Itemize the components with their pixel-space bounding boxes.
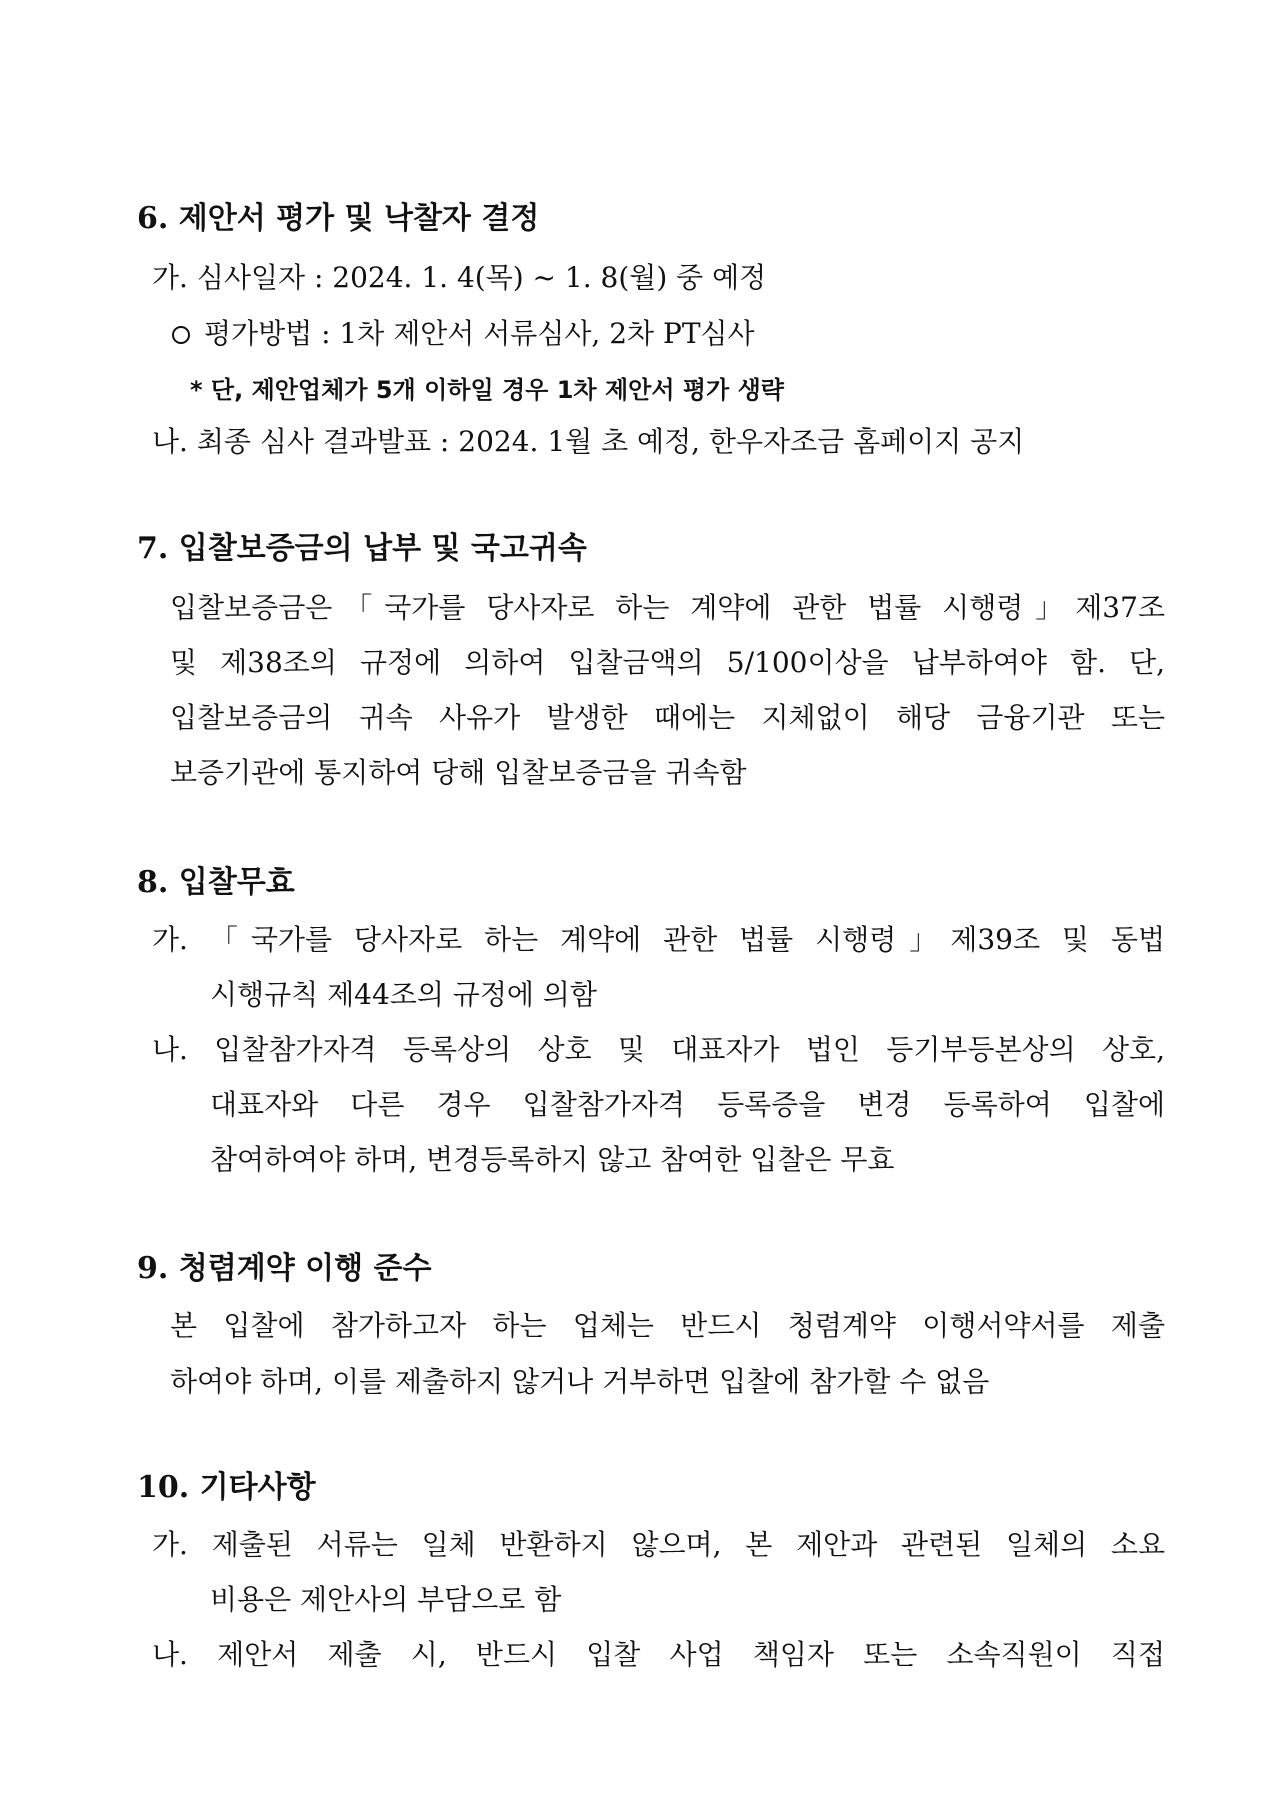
hollow-circle-bullet-icon bbox=[172, 326, 190, 344]
section-7-line-1: 입찰보증금은「국가를 당사자로 하는 계약에 관한 법률 시행령」제37조 bbox=[170, 591, 1165, 624]
section-9-line-1: 본 입찰에 참가하고자 하는 업체는 반드시 청렴계약 이행서약서를 제출 bbox=[170, 1309, 1165, 1342]
section-8-item-b-line-1: 나. 입찰참가자격 등록상의 상호 및 대표자가 법인 등기부등본상의 상호, bbox=[152, 1033, 1165, 1066]
section-10-item-b-line-1: 나. 제안서 제출 시, 반드시 입찰 사업 책임자 또는 소속직원이 직접 bbox=[152, 1638, 1165, 1671]
section-8-item-a-line-2: 시행규칙 제44조의 규정에 의함 bbox=[210, 978, 597, 1011]
section-7-line-3: 입찰보증금의 귀속 사유가 발생한 때에는 지체없이 해당 금융기관 또는 bbox=[170, 701, 1165, 734]
section-6-heading: 6. 제안서 평가 및 낙찰자 결정 bbox=[137, 201, 540, 236]
section-6-note: * 단, 제안업체가 5개 이하일 경우 1차 제안서 평가 생략 bbox=[190, 376, 784, 404]
section-10-heading: 10. 기타사항 bbox=[137, 1470, 316, 1505]
section-6-bullet-text: 평가방법 : 1차 제안서 서류심사, 2차 PT심사 bbox=[204, 317, 755, 350]
section-10-item-a-line-2: 비용은 제안사의 부담으로 함 bbox=[210, 1583, 562, 1616]
section-7-line-4: 보증기관에 통지하여 당해 입찰보증금을 귀속함 bbox=[170, 756, 747, 789]
section-6-item-b: 나. 최종 심사 결과발표 : 2024. 1월 초 예정, 한우자조금 홈페이지 공지 bbox=[152, 425, 1025, 458]
section-8-item-b-line-3: 참여하여야 하며, 변경등록하지 않고 참여한 입찰은 무효 bbox=[210, 1143, 895, 1176]
section-10-item-a-line-1: 가. 제출된 서류는 일체 반환하지 않으며, 본 제안과 관련된 일체의 소요 bbox=[152, 1528, 1165, 1561]
section-7-heading: 7. 입찰보증금의 납부 및 국고귀속 bbox=[137, 531, 587, 566]
section-8-item-b-line-2: 대표자와 다른 경우 입찰참가자격 등록증을 변경 등록하여 입찰에 bbox=[210, 1088, 1165, 1121]
section-7-line-2: 및 제38조의 규정에 의하여 입찰금액의 5/100이상을 납부하여야 함. 단, bbox=[170, 646, 1165, 679]
section-9-heading: 9. 청렴계약 이행 준수 bbox=[137, 1251, 432, 1286]
section-9-line-2: 하여야 하며, 이를 제출하지 않거나 거부하면 입찰에 참가할 수 없음 bbox=[170, 1365, 990, 1398]
section-8-item-a-line-1: 가. 「국가를 당사자로 하는 계약에 관한 법률 시행령」제39조 및 동법 bbox=[152, 923, 1165, 956]
section-6-item-a: 가. 심사일자 : 2024. 1. 4(목) ~ 1. 8(월) 중 예정 bbox=[152, 261, 767, 294]
section-6-bullet-line bbox=[172, 314, 755, 354]
section-8-heading: 8. 입찰무효 bbox=[137, 865, 295, 900]
